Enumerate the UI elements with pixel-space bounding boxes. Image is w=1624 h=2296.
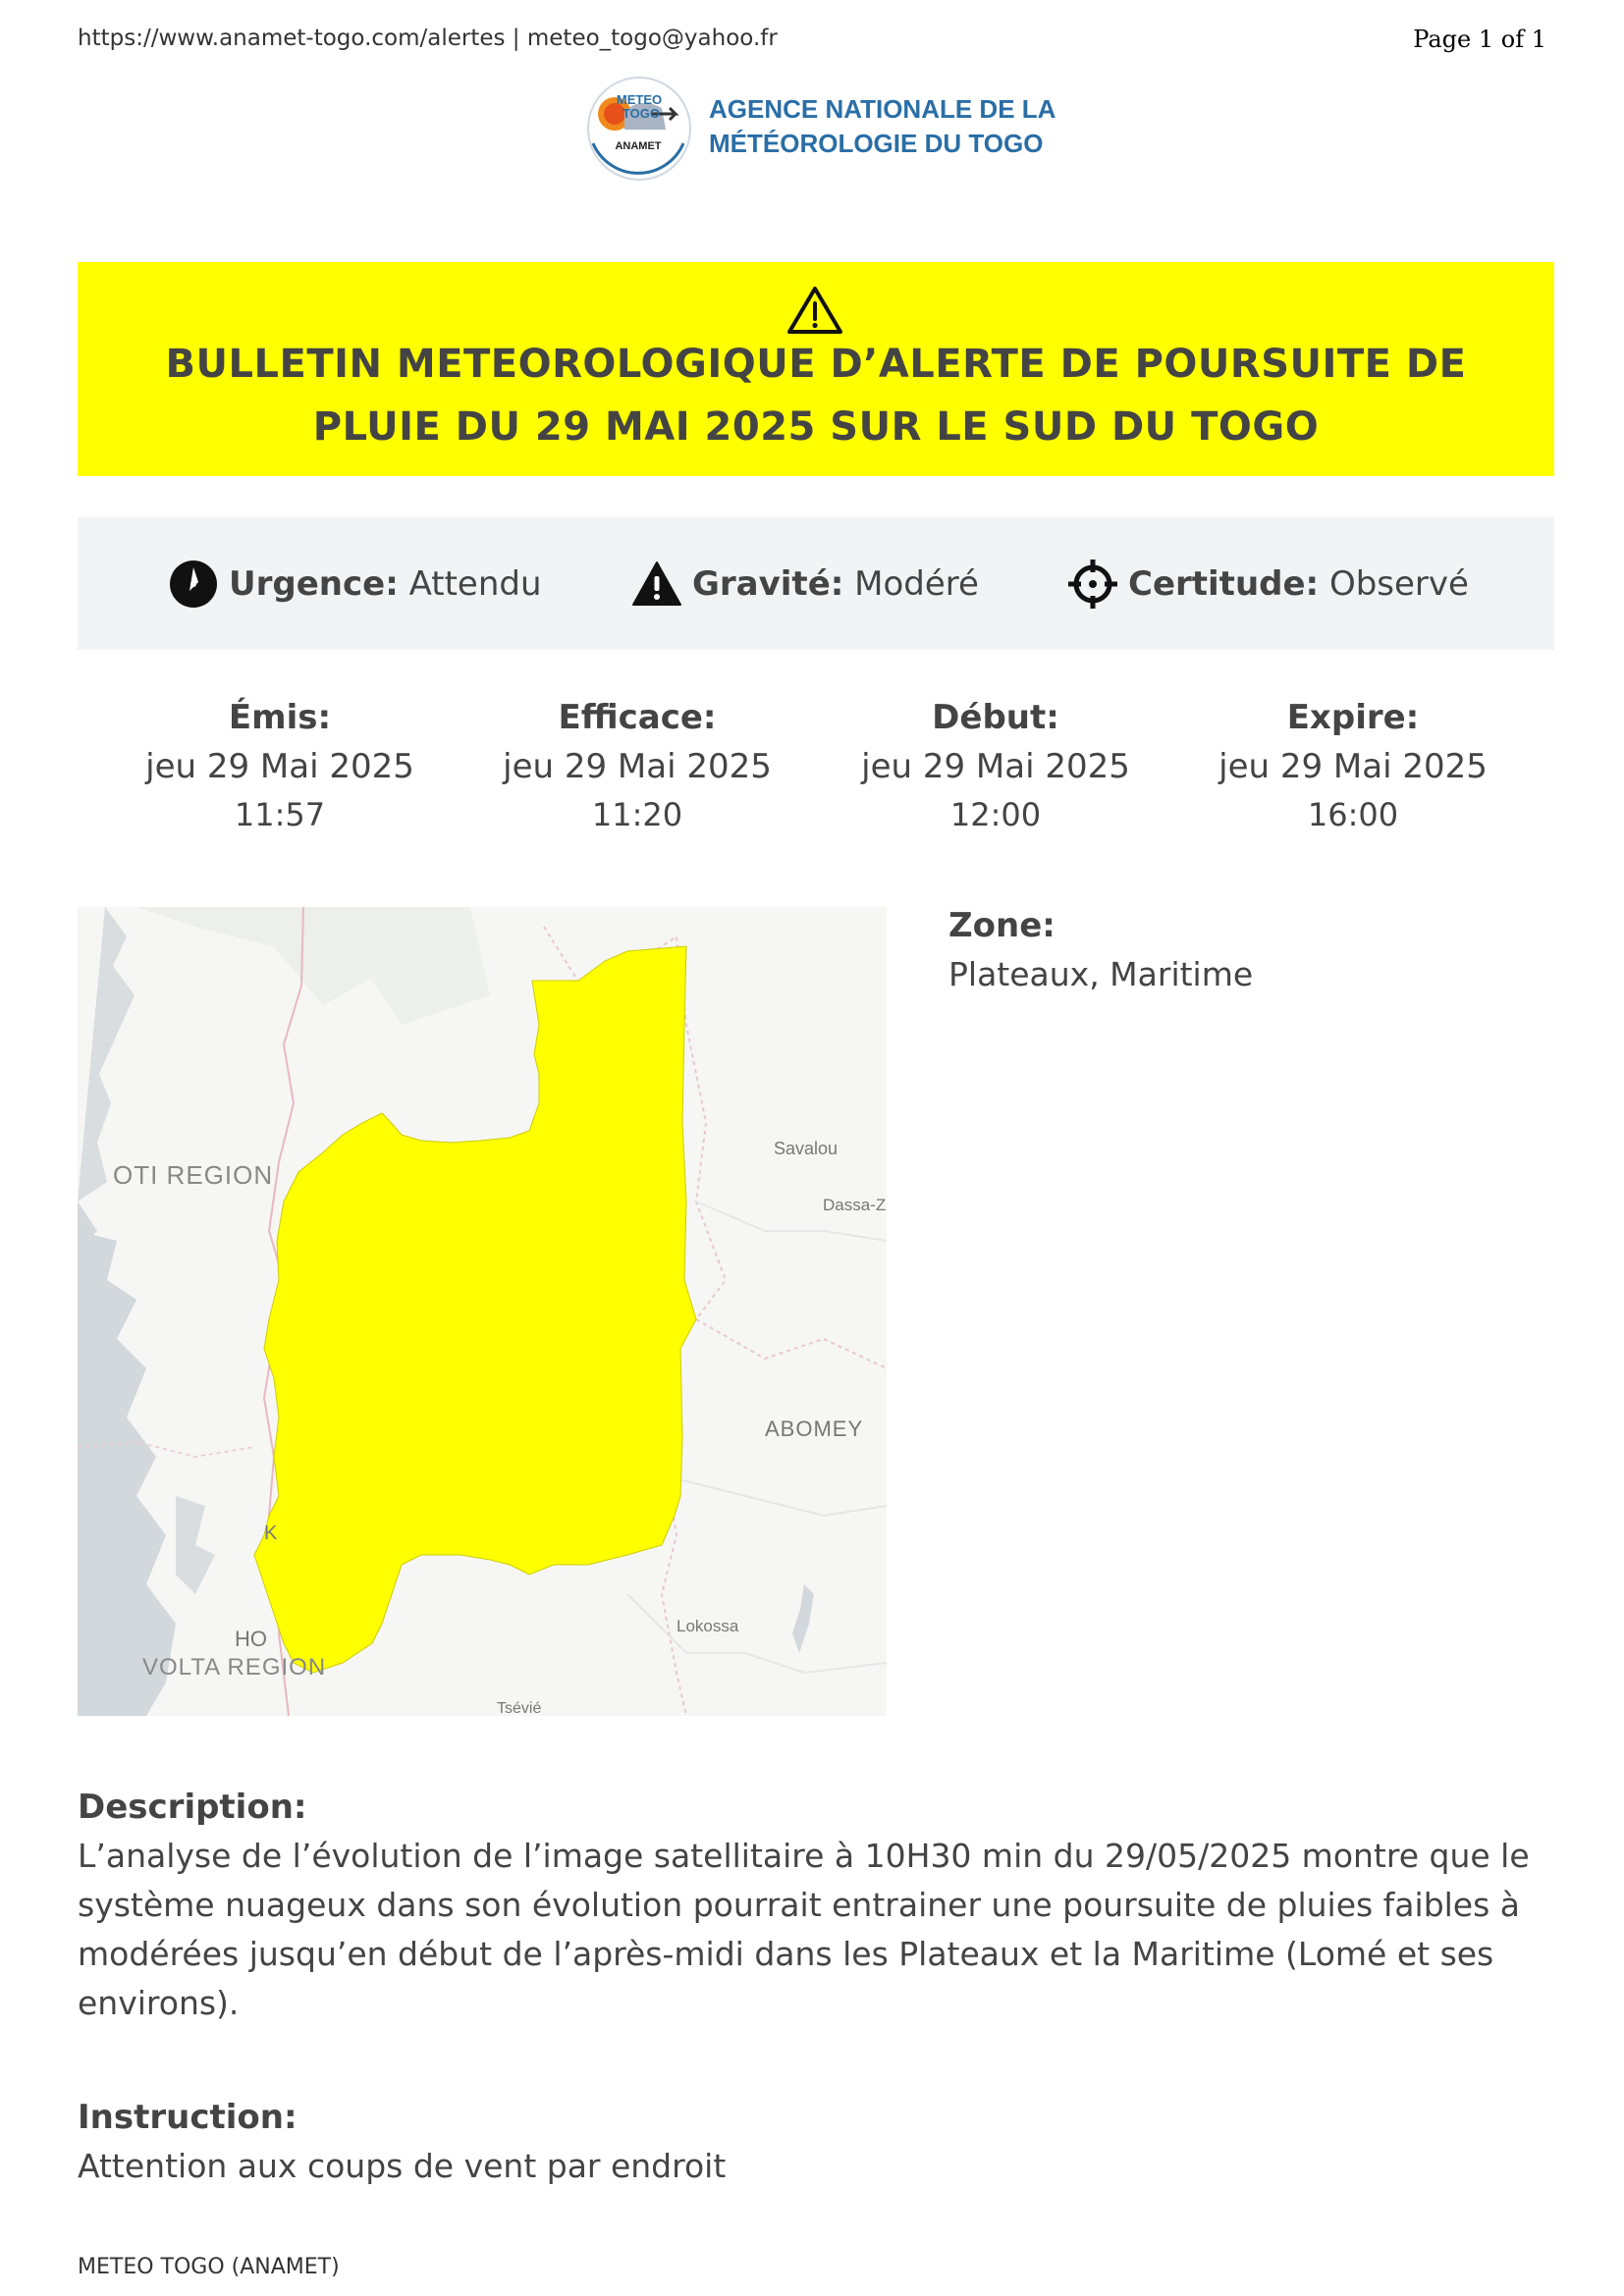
issued-date: jeu 29 Mai 2025 xyxy=(145,747,414,786)
footer-text: METEO TOGO (ANAMET) xyxy=(78,2255,340,2279)
svg-text:ANAMET: ANAMET xyxy=(615,140,662,152)
map-label-oti: OTI REGION xyxy=(113,1160,274,1190)
alert-properties-bar xyxy=(78,517,1554,650)
effective-time xyxy=(490,693,785,838)
crosshair-icon xyxy=(1067,559,1118,610)
expires-label: Expire: xyxy=(1286,698,1420,737)
agency-name xyxy=(709,92,1056,161)
onset-label: Début: xyxy=(932,698,1059,737)
severity-value: Modéré xyxy=(854,563,979,604)
map-label-volta: VOLTA REGION xyxy=(142,1654,327,1681)
map-base xyxy=(78,907,887,1716)
instruction-label: Instruction: xyxy=(78,2098,298,2137)
urgency-property xyxy=(168,517,542,650)
issued-label: Émis: xyxy=(228,698,332,737)
zone-block xyxy=(948,901,1253,999)
map-label-savalou: Savalou xyxy=(774,1139,839,1158)
severity-property xyxy=(631,517,979,650)
agency-logo xyxy=(585,75,1056,183)
agency-name-line-1: AGENCE NATIONALE DE LA xyxy=(709,94,1056,124)
clock-icon xyxy=(168,559,219,610)
onset-time xyxy=(848,693,1143,838)
expires-hour: 16:00 xyxy=(1307,796,1399,833)
meteo-togo-emblem xyxy=(585,75,693,183)
effective-date: jeu 29 Mai 2025 xyxy=(503,747,772,786)
expires-date: jeu 29 Mai 2025 xyxy=(1218,747,1488,786)
alert-title: BULLETIN METEOROLOGIQUE D’ALERTE DE POURSUITE DE PLUIE DU 29 MAI 2025 SUR LE SUD DU TOGO xyxy=(165,342,1467,450)
svg-text:METEO: METEO xyxy=(616,92,663,107)
description-text: L’analyse de l’évolution de l’image satellitaire à 10H30 min du 29/05/2025 montre que le système nuageux dans son évolution pourrait entrainer une poursuite de pluies faibles à modérées jusqu’en début de l’après-midi dans les Plateaux et la Maritime (Lomé et ses environs). xyxy=(78,1837,1530,2022)
map-label-lokossa: Lokossa xyxy=(677,1617,739,1635)
alert-times xyxy=(78,693,1554,840)
certainty-label: Certitude: xyxy=(1128,563,1320,604)
issued-time xyxy=(133,693,427,838)
urgency-value: Attendu xyxy=(408,563,542,604)
description-block xyxy=(78,1783,1554,2028)
header-contact-line: https://www.anamet-togo.com/alertes | meteo_togo@yahoo.fr xyxy=(78,26,778,51)
effective-hour: 11:20 xyxy=(591,796,683,833)
page-indicator: Page 1 of 1 xyxy=(1413,26,1546,53)
description-label: Description: xyxy=(78,1788,307,1827)
onset-hour: 12:00 xyxy=(949,796,1042,833)
alert-banner xyxy=(78,262,1554,476)
expires-time xyxy=(1206,693,1500,838)
onset-date: jeu 29 Mai 2025 xyxy=(861,747,1130,786)
map-label-dassa: Dassa-Z xyxy=(823,1196,887,1214)
warning-icon xyxy=(631,559,682,610)
instruction-block xyxy=(78,2093,1554,2191)
map-label-tsevie: Tsévié xyxy=(497,1700,542,1716)
agency-name-line-2: MÉTÉOROLOGIE DU TOGO xyxy=(709,129,1044,158)
certainty-property xyxy=(1067,517,1469,650)
certainty-value: Observé xyxy=(1328,563,1469,604)
severity-label: Gravité: xyxy=(692,563,844,604)
svg-text:TOGO: TOGO xyxy=(622,106,661,121)
effective-label: Efficace: xyxy=(558,698,717,737)
map-label-k: K xyxy=(264,1522,278,1544)
urgency-label: Urgence: xyxy=(229,563,399,604)
map-label-ho: HO xyxy=(235,1627,267,1651)
map-label-abomey: ABOMEY xyxy=(765,1416,864,1441)
issued-hour: 11:57 xyxy=(234,796,326,833)
zone-label: Zone: xyxy=(948,906,1056,945)
instruction-text: Attention aux coups de vent par endroit xyxy=(78,2147,727,2185)
alert-area-map xyxy=(78,907,887,1716)
zone-value: Plateaux, Maritime xyxy=(948,955,1254,993)
warning-triangle-icon xyxy=(786,286,843,335)
